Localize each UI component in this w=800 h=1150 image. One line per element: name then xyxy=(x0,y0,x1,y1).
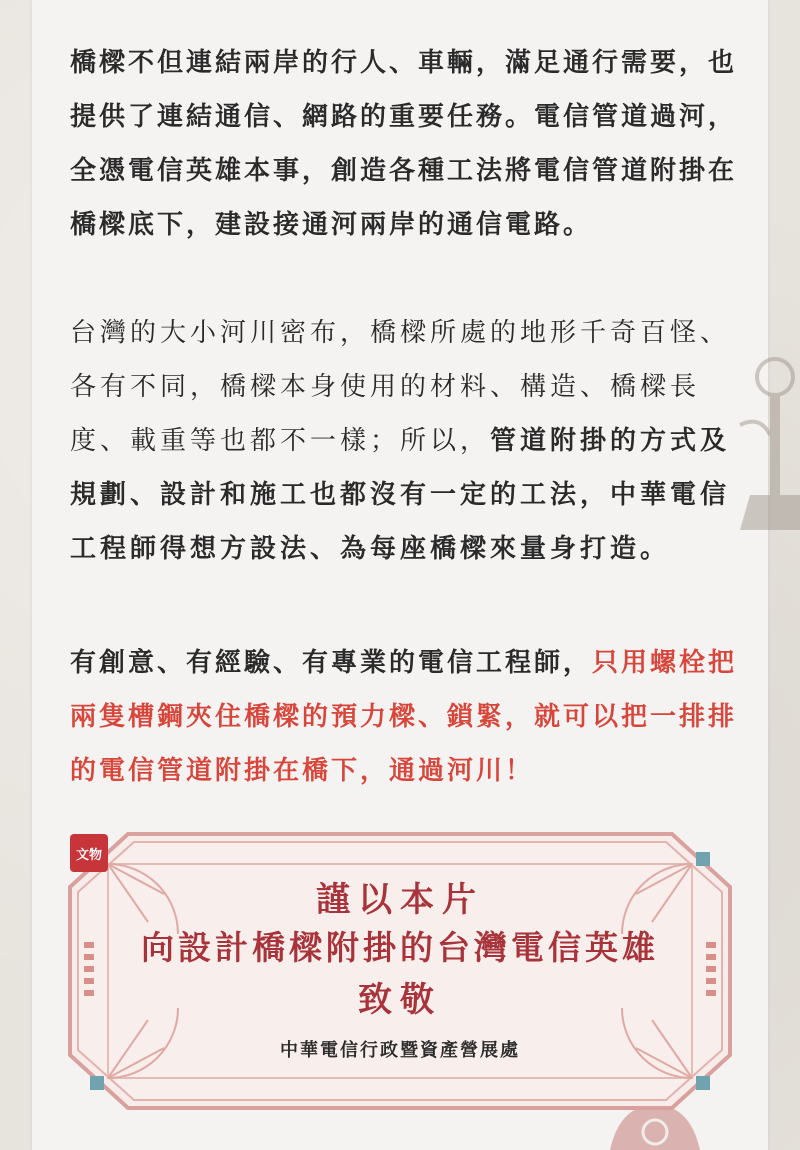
dedication-signature: 中華電信行政暨資產營展處 xyxy=(280,1040,520,1061)
paragraph-1 xyxy=(70,36,740,252)
paragraph-3-highlight: 只用螺栓把兩隻槽鋼夾住橋樑的預力樑、鎖緊，就可以把一排排的電信管道附掛在橋下，通過河川！ xyxy=(70,648,738,786)
paragraph-3-normal: 有創意、有經驗、有專業的電信工程師， xyxy=(70,648,593,678)
dedication-frame xyxy=(68,832,732,1110)
paragraph-1-text: 橋樑不但連結兩岸的行人、車輛，滿足通行需要，也提供了連結通信、網路的重要任務。電信管道過河，全憑電信英雄本事，創造各種工法將電信管道附掛在橋樑底下，建設接通河兩岸的通信電路。 xyxy=(70,48,738,240)
paragraph-2-bold: 管道附掛的方式及規劃、設計和施工也都沒有一定的工法，中華電信工程師得想方設法、為每座橋樑來量身打造。 xyxy=(70,426,731,564)
dedication-line-2: 向設計橋樑附掛的台灣電信英雄 xyxy=(141,928,659,967)
paragraph-3 xyxy=(70,636,740,798)
dedication-line-1: 謹以本片 xyxy=(316,880,484,920)
vintage-phone-icon xyxy=(730,355,800,535)
dedication-line-3: 致敬 xyxy=(358,980,442,1020)
seal-stamp-icon xyxy=(68,832,110,874)
paragraph-2-normal: 台灣的大小河川密布，橋樑所處的地形千奇百怪、各有不同，橋樑本身使用的材料、構造、橋樑長度、載重等也都不一樣；所以， xyxy=(70,318,731,456)
seal-text: 文物 xyxy=(75,848,103,863)
paragraph-2 xyxy=(70,306,740,576)
